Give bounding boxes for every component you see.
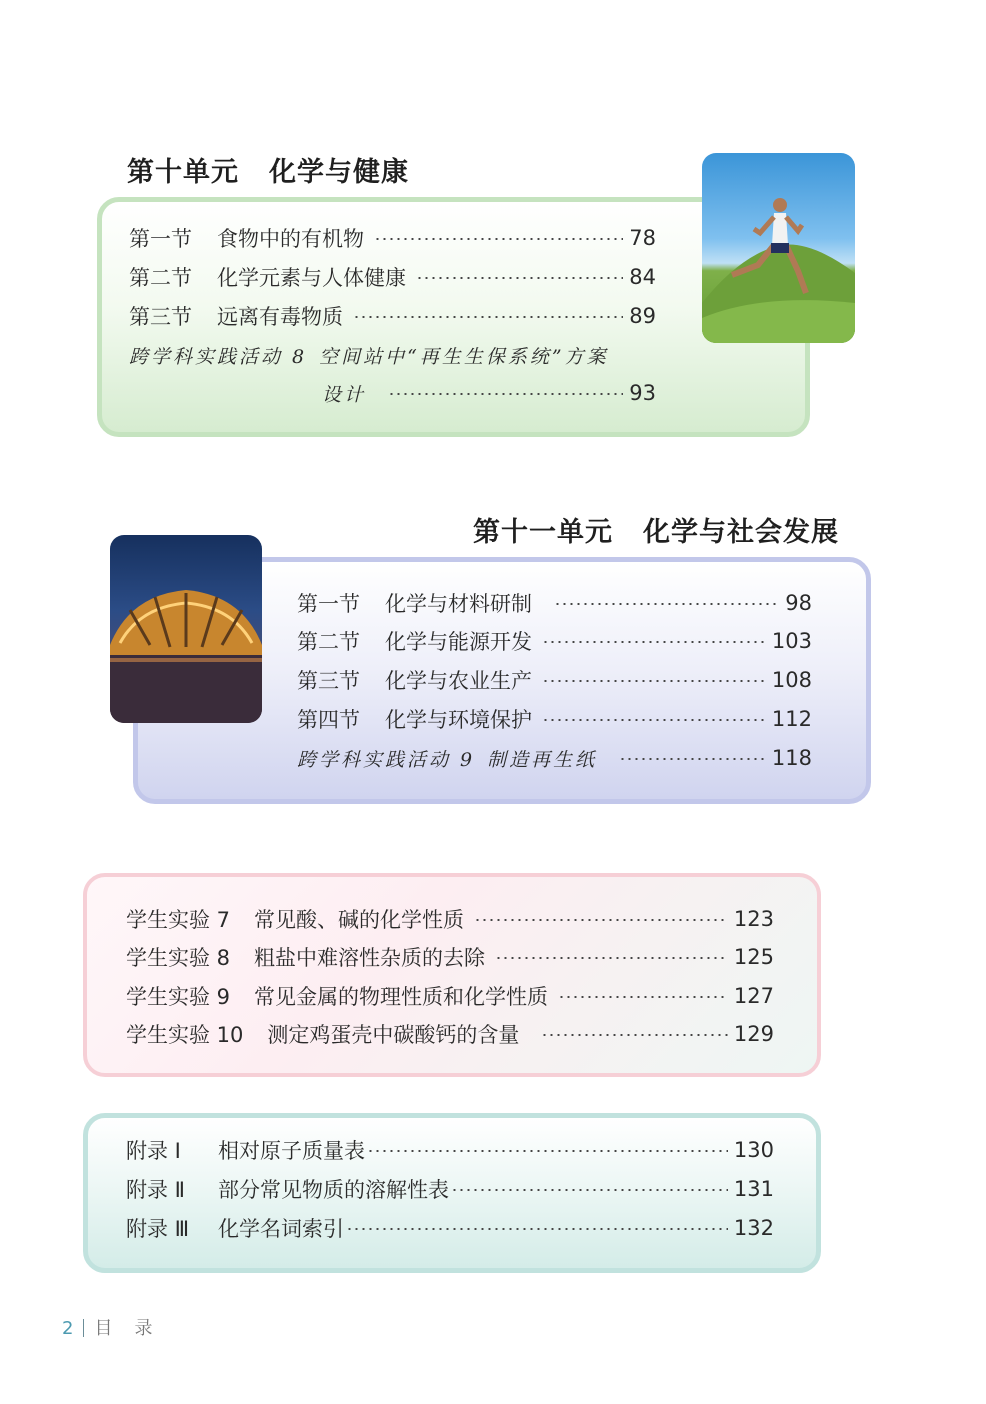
runner-photo bbox=[702, 153, 855, 343]
leader-dots bbox=[346, 1228, 728, 1230]
section-label: 第二节 bbox=[297, 630, 360, 654]
page-number: 131 bbox=[733, 1177, 774, 1201]
section-title: 化学与材料研制 bbox=[385, 592, 532, 616]
leader-dots bbox=[558, 996, 728, 998]
leader-dots bbox=[542, 641, 766, 643]
experiment-title: 测定鸡蛋壳中碳酸钙的含量 bbox=[267, 1023, 520, 1047]
page-number: 108 bbox=[771, 668, 812, 692]
toc-row[interactable] bbox=[129, 220, 656, 256]
page-number: 127 bbox=[733, 984, 774, 1008]
page-number: 78 bbox=[629, 226, 656, 250]
leader-dots bbox=[619, 758, 766, 760]
toc-row[interactable] bbox=[126, 978, 774, 1014]
section-title: 食物中的有机物 bbox=[217, 227, 364, 251]
experiment-label: 学生实验 9 bbox=[126, 985, 231, 1009]
footer-divider bbox=[83, 1319, 84, 1337]
page-number: 84 bbox=[629, 265, 656, 289]
unit11-heading bbox=[473, 510, 839, 549]
section-title: 化学元素与人体健康 bbox=[217, 266, 406, 290]
appendix-title: 部分常见物质的溶解性表 bbox=[218, 1178, 449, 1202]
toc-row[interactable] bbox=[129, 298, 656, 334]
unit10-label: 第十单元 bbox=[127, 157, 239, 188]
section-label: 第二节 bbox=[129, 266, 192, 290]
activity-row-line1[interactable] bbox=[129, 337, 656, 373]
leader-dots bbox=[388, 393, 623, 395]
leader-dots bbox=[554, 603, 779, 605]
appendix-label: 附录 Ⅲ bbox=[126, 1217, 190, 1241]
experiment-title: 常见酸、碱的化学性质 bbox=[254, 908, 465, 932]
leader-dots bbox=[374, 238, 623, 240]
unit11-label: 第十一单元 bbox=[473, 517, 613, 548]
section-title: 化学与农业生产 bbox=[385, 669, 532, 693]
birds-nest-stadium-photo bbox=[110, 535, 262, 723]
activity-label: 跨学科实践活动 9 bbox=[297, 748, 476, 771]
toc-row[interactable] bbox=[126, 1132, 774, 1168]
leader-dots bbox=[353, 316, 623, 318]
toc-row[interactable] bbox=[297, 662, 812, 698]
leader-dots bbox=[367, 1150, 728, 1152]
experiment-label: 学生实验 7 bbox=[126, 908, 231, 932]
footer-page-number: 2 bbox=[62, 1318, 74, 1339]
section-title: 化学与能源开发 bbox=[385, 630, 532, 654]
runner-illustration bbox=[702, 153, 855, 343]
section-title: 远离有毒物质 bbox=[217, 305, 343, 329]
leader-dots bbox=[541, 1034, 728, 1036]
page-number: 112 bbox=[771, 707, 812, 731]
toc-row[interactable] bbox=[129, 259, 656, 295]
page-number: 132 bbox=[733, 1216, 774, 1240]
toc-row[interactable] bbox=[126, 1171, 774, 1207]
page-number: 123 bbox=[733, 907, 774, 931]
footer-section: 目录 bbox=[94, 1318, 175, 1339]
page-number: 130 bbox=[733, 1138, 774, 1162]
section-label: 第四节 bbox=[297, 708, 360, 732]
section-label: 第一节 bbox=[129, 227, 192, 251]
page-number: 129 bbox=[733, 1022, 774, 1046]
section-label: 第三节 bbox=[129, 305, 192, 329]
appendix-title: 化学名词索引 bbox=[218, 1217, 344, 1241]
experiment-label: 学生实验 10 bbox=[126, 1023, 244, 1047]
appendix-label: 附录 Ⅱ bbox=[126, 1178, 186, 1202]
activity-label: 跨学科实践活动 8 bbox=[129, 345, 308, 368]
experiment-title: 粗盐中难溶性杂质的去除 bbox=[254, 946, 486, 970]
leader-dots bbox=[542, 680, 766, 682]
experiment-label: 学生实验 8 bbox=[126, 946, 231, 970]
section-label: 第一节 bbox=[297, 592, 360, 616]
toc-row[interactable] bbox=[126, 1210, 774, 1246]
leader-dots bbox=[474, 919, 728, 921]
toc-row[interactable] bbox=[297, 585, 812, 621]
leader-dots bbox=[495, 957, 728, 959]
toc-row[interactable] bbox=[126, 1016, 774, 1052]
activity-row-line2[interactable] bbox=[322, 375, 656, 411]
page-number: 89 bbox=[629, 304, 656, 328]
unit11-name: 化学与社会发展 bbox=[643, 517, 839, 548]
page-number: 103 bbox=[771, 629, 812, 653]
toc-row[interactable] bbox=[297, 623, 812, 659]
experiment-title: 常见金属的物理性质和化学性质 bbox=[254, 985, 549, 1009]
page-number: 93 bbox=[629, 381, 656, 405]
unit10-heading bbox=[127, 150, 409, 189]
activity-title: 制造再生纸 bbox=[487, 748, 598, 771]
page-number: 125 bbox=[733, 945, 774, 969]
activity-row[interactable] bbox=[297, 740, 812, 776]
toc-row[interactable] bbox=[126, 901, 774, 937]
activity-title: 空间站中“再生生保系统”方案 bbox=[319, 345, 609, 368]
leader-dots bbox=[451, 1189, 728, 1191]
section-label: 第三节 bbox=[297, 669, 360, 693]
leader-dots bbox=[542, 719, 766, 721]
appendix-title: 相对原子质量表 bbox=[218, 1139, 365, 1163]
leader-dots bbox=[416, 277, 623, 279]
toc-row[interactable] bbox=[126, 939, 774, 975]
page-number: 118 bbox=[771, 746, 812, 770]
page-number: 98 bbox=[785, 591, 812, 615]
activity-title-cont: 设计 bbox=[322, 383, 367, 406]
page-footer bbox=[62, 1314, 174, 1340]
section-title: 化学与环境保护 bbox=[385, 708, 532, 732]
appendix-label: 附录 Ⅰ bbox=[126, 1139, 181, 1163]
unit10-name: 化学与健康 bbox=[269, 157, 409, 188]
toc-row[interactable] bbox=[297, 701, 812, 737]
stadium-illustration bbox=[110, 535, 262, 723]
